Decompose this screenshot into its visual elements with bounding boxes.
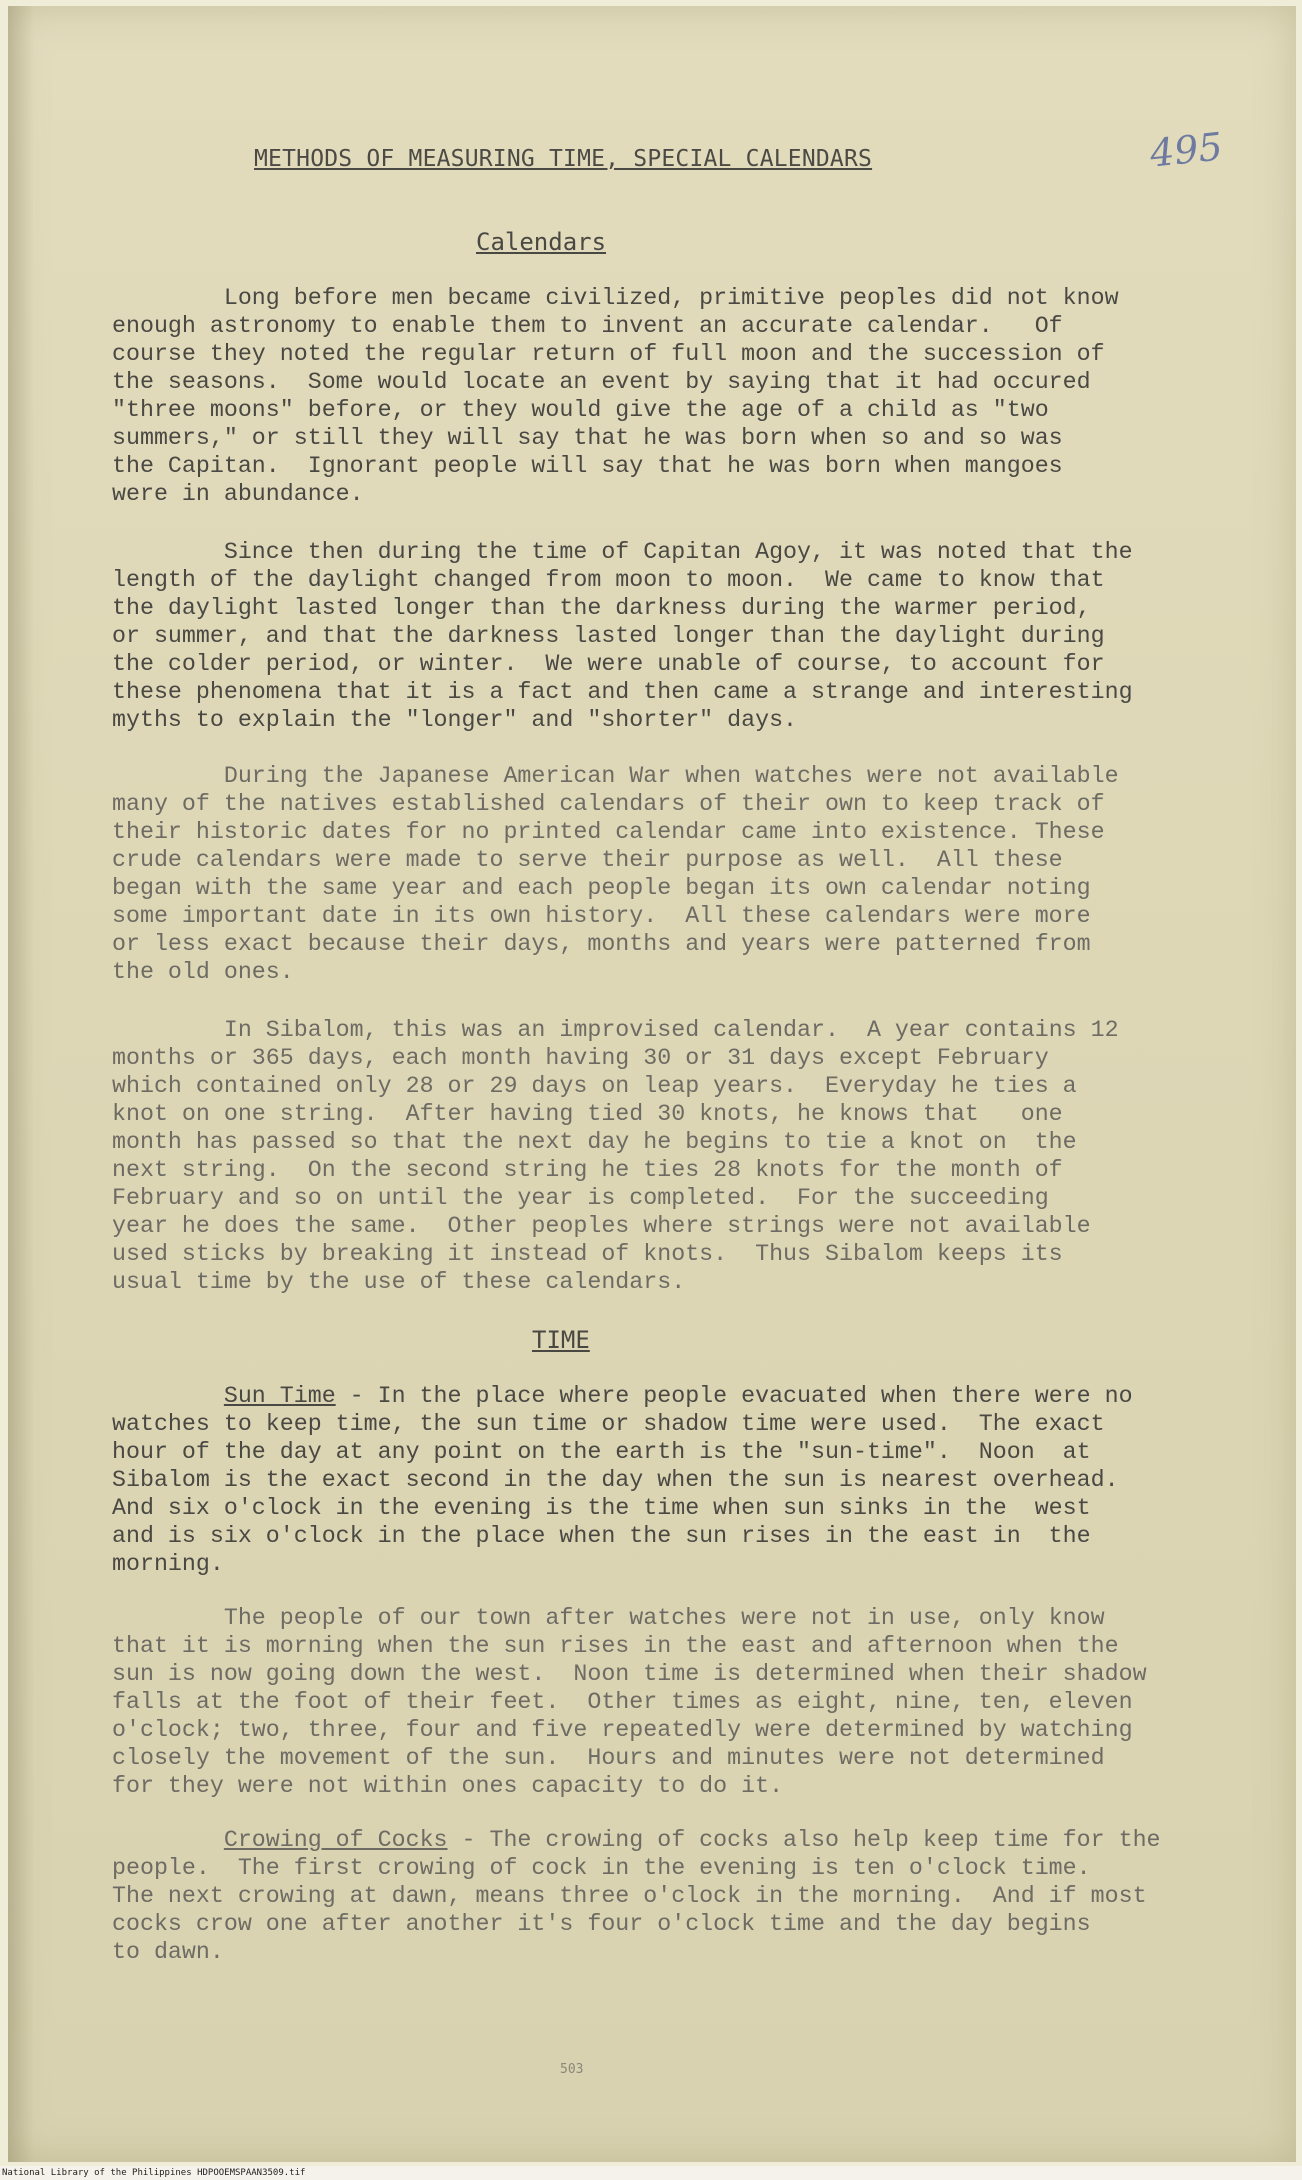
town-paragraph: The people of our town after watches were not in use, only know that it is morning when the sun rises in the east and afternoon when the sun is now going down the west. Noon time is determined when their shadow falls at the foot of their feet. Other times as eight, nine, ten, eleven o'clock; two, three, four and five repeatedly were determined by watching closely the movement of the sun. Hours and minutes were not determined for they were not within ones capacity to do it. <box>112 1605 1147 1799</box>
crowing-of-cocks-paragraph <box>112 1826 1202 1966</box>
sun-time-paragraph <box>112 1382 1202 1578</box>
crowing-of-cocks-label: Crowing of Cocks <box>223 1827 448 1853</box>
paper-binding-shadow <box>8 6 34 2162</box>
bottom-page-mark: 503 <box>560 2062 584 2077</box>
sun-time-text: - In the place where people evacuated when there were no watches to keep time, the sun time or shadow time were used. The exact hour of the day at any point on the earth is the "sun-time". Noon at Sibalom is the exact second in the day when the sun is nearest overhead. And six o'clock in the evening is the time when sun sinks in the west and is six o'clock in the place when the sun rises in the east in the morning. <box>112 1383 1133 1577</box>
calendars-paragraph-3: During the Japanese American War when watches were not available many of the natives established calendars of their own to keep track of their historic dates for no printed calendar came into existence. These crude calendars were made to serve their purpose as well. All these began with the same year and each people began its own calendar noting some important date in its own history. All these calendars were more or less exact because their days, months and years were patterned from the old ones. <box>112 763 1119 985</box>
calendars-heading: Calendars <box>476 228 607 256</box>
calendars-paragraph-2: Since then during the time of Capitan Agoy, it was noted that the length of the daylight changed from moon to moon. We came to know that the daylight lasted longer than the darkness during the warmer period, or summer, and that the darkness lasted longer than the daylight during the colder period, or winter. We were unable of course, to account for these phenomena that it is a fact and then came a strange and interesting myths to explain the "longer" and "shorter" days. <box>112 539 1133 733</box>
sun-time-label: Sun Time <box>223 1383 336 1409</box>
time-heading: TIME <box>532 1326 590 1354</box>
document-title: METHODS OF MEASURING TIME, SPECIAL CALENDARS <box>254 146 873 172</box>
calendars-paragraph-4: In Sibalom, this was an improvised calendar. A year contains 12 months or 365 days, each month having 30 or 31 days except February which contained only 28 or 29 days on leap years. Everyday he ties a knot on one string. After having tied 30 knots, he knows that one month has passed so that the next day he begins to tie a knot on the next string. On the second string he ties 28 knots for the month of February and so on until the year is completed. For the succeeding year he does the same. Other peoples where strings were not available used sticks by breaking it instead of knots. Thus Sibalom keeps its usual time by the use of these calendars. <box>112 1017 1119 1295</box>
calendars-paragraph-1: Long before men became civilized, primitive peoples did not know enough astronomy to enable them to invent an accurate calendar. Of course they noted the regular return of full moon and the succession of the seasons. Some would locate an event by saying that it had occured "three moons" before, or they would give the age of a child as "two summers," or still they will say that he was born when so and so was the Capitan. Ignorant people will say that he was born when mangoes were in abundance. <box>112 285 1119 507</box>
handwritten-page-number: 495 <box>1147 124 1225 176</box>
library-credit-strip: National Library of the Philippines HDPOOEMSPAAN3509.tif <box>0 2166 1302 2180</box>
crowing-of-cocks-text: - The crowing of cocks also help keep time for the people. The first crowing of cock in the evening is ten o'clock time. The next crowing at dawn, means three o'clock in the morning. And if most cocks crow one after another it's four o'clock time and the day begins to dawn. <box>112 1827 1161 1965</box>
